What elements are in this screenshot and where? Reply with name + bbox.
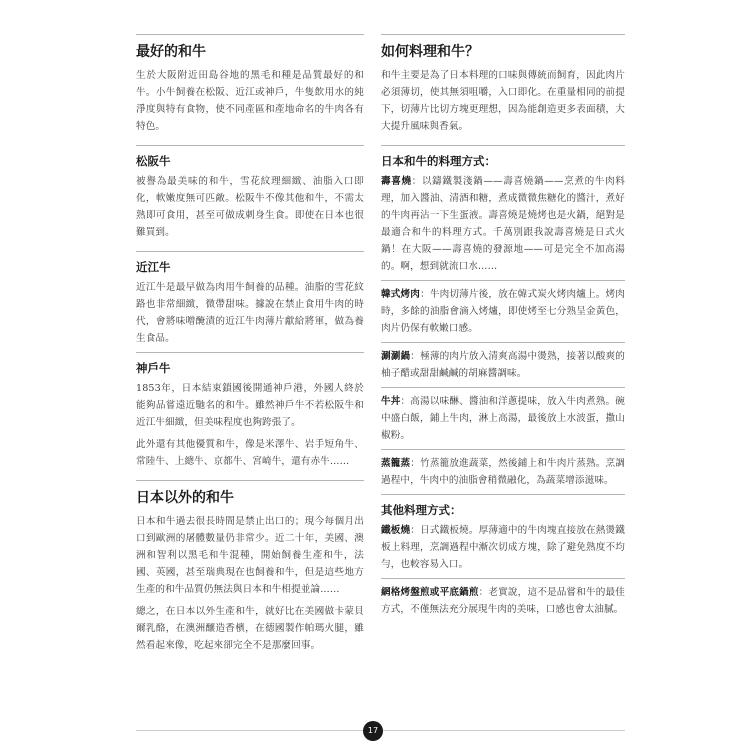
page-footer	[0, 716, 750, 746]
method-text: 極薄的肉片放入清爽高湯中燙熟，接著以酸爽的柚子醋或甜甜鹹鹹的胡麻醬調味。	[381, 351, 625, 379]
method-item: 鐵板燒：日式鐵板燒。厚薄適中的牛肉塊直接放在熱燙鐵板上料理，烹調過程中漸次切成方塊，除了避免熟度不均勻，也較容易入口。	[381, 525, 625, 570]
method-term: 涮涮鍋	[381, 351, 411, 362]
method-term: 蒸籠蒸	[381, 458, 411, 469]
method-text: 牛肉切薄片後，放在韓式炭火烤肉爐上。烤肉時，多餘的油脂會滴入烤爐，即使烤至七分熟呈金黃色，肉片仍保有軟嫩口感。	[381, 289, 626, 334]
section-body-matsusaka: 被譽為最美味的和牛，雪花紋理細緻、油脂入口即化，軟嫩度無可匹敵。松阪牛不像其他和牛，不需太熟即可食用，甚至可做成刺身生食。即使在日本也很難買到。	[136, 176, 364, 238]
section-divider	[136, 34, 364, 35]
section-body-best-wagyu: 生於大阪附近田島谷地的黑毛和種是品質最好的和牛。小牛飼養在松阪、近江或神戶，牛隻飲用水的純淨度與特有食物，使不同產區和產地命名的牛肉各有特色。	[136, 70, 364, 132]
section-divider	[136, 352, 364, 353]
method-term: 壽喜燒	[381, 176, 412, 187]
section-body-wagyu-abroad: 日本和牛過去很長時間是禁止出口的；現今每個月出口到歐洲的屠體數量仍非常少。近二十年，美國、澳洲和智利以黑毛和牛混種，開始飼養生產和牛，法國、英國，甚至瑞典現在也飼養和牛，但是這些地方生產的和牛品質仍無法與日本和牛相提並論……	[136, 516, 364, 595]
section-divider	[381, 145, 625, 146]
section-title-omi: 近江牛	[136, 260, 171, 274]
section-body-other-wagyu: 此外還有其他優質和牛，像是米澤牛、岩手短角牛、常陸牛、上總牛、京都牛、宮崎牛，還有赤牛……	[136, 439, 364, 467]
method-text: 高湯以味醂、醬油和洋蔥提味，放入牛肉煮熟。碗中盛白飯，鋪上牛肉，淋上高湯，最後放上水波蛋，撒山椒粉。	[381, 396, 625, 441]
section-divider	[381, 34, 625, 35]
method-item: 壽喜燒：以鑄鐵製淺鍋——壽喜燒鍋——烹煮的牛肉料理，加入醬油、清酒和糖，煮成微微焦糖化的醬汁，煮好的牛肉再沾一下生蛋液。壽喜燒是燒烤也是火鍋，絕對是最適合和牛的料理方式。千萬別跟我說壽喜燒是日式火鍋！在大阪——壽喜燒的發源地——可是完全不加高湯的。啊，想到就流口水……	[381, 176, 625, 272]
section-divider	[136, 480, 364, 481]
section-title-wagyu-abroad: 日本以外的和牛	[136, 490, 234, 506]
section-divider	[136, 251, 364, 252]
section-title-matsusaka: 松阪牛	[136, 154, 171, 168]
method-item: 涮涮鍋：極薄的肉片放入清爽高湯中燙熟，接著以酸爽的柚子醋或甜甜鹹鹹的胡麻醬調味。	[381, 351, 625, 379]
section-divider	[381, 494, 625, 495]
method-text: 竹蒸籠放進蔬菜，然後鋪上和牛肉片蒸熟。烹調過程中，牛肉中的油脂會稍微融化，為蔬菜增添滋味。	[381, 458, 625, 486]
method-term: 網格烤盤煎或平底鍋煎	[381, 587, 479, 598]
section-title-kobe: 神戶牛	[136, 361, 171, 375]
section-body-omi: 近江牛是最早做為肉用牛飼養的品種。油脂的雪花紋路也非常細緻，微帶甜味。據說在禁止食用牛肉的時代，會將味噌醃漬的近江牛肉薄片獻給將軍，做為養生食品。	[136, 282, 364, 344]
method-term: 鐵板燒	[381, 525, 411, 536]
method-item: 網格烤盤煎或平底鍋煎：老實說，這不是品嘗和牛的最佳方式，不僅無法充分展現牛肉的美味，口感也會太油膩。	[381, 587, 625, 615]
section-body-wagyu-abroad-conclusion: 總之，在日本以外生產和牛，就好比在美國做卡蒙貝爾乳酪，在澳洲釀造香檳，在德國製作帕瑪火腿，雖然看起來像，吃起來卻完全不是那麼回事。	[136, 606, 364, 651]
right-column	[381, 34, 625, 618]
section-title-japanese-methods: 日本和牛的料理方式：	[381, 154, 496, 168]
method-text: 日式鐵板燒。厚薄適中的牛肉塊直接放在熱燙鐵板上料理，烹調過程中漸次切成方塊，除了避免熟度不均勻，也較容易入口。	[381, 525, 625, 570]
method-item: 牛丼：高湯以味醂、醬油和洋蔥提味，放入牛肉煮熟。碗中盛白飯，鋪上牛肉，淋上高湯，最後放上水波蛋，撒山椒粉。	[381, 396, 625, 441]
left-column	[136, 34, 364, 654]
method-text: 以鑄鐵製淺鍋——壽喜燒鍋——烹煮的牛肉料理，加入醬油、清酒和糖，煮成微微焦糖化的醬汁，煮好的牛肉再沾一下生蛋液。壽喜燒是燒烤也是火鍋，絕對是最適合和牛的料理方式。千萬別跟我說壽喜燒是日式火鍋！在大阪——壽喜燒的發源地——可是完全不加高湯的。啊，想到就流口水……	[381, 176, 625, 272]
page-number-badge: 17	[363, 721, 383, 741]
section-divider	[136, 145, 364, 146]
method-item: 韓式烤肉：牛肉切薄片後，放在韓式炭火烤肉爐上。烤肉時，多餘的油脂會滴入烤爐，即使烤至七分熟呈金黃色，肉片仍保有軟嫩口感。	[381, 289, 626, 334]
section-body-how-to-cook: 和牛主要是為了日本料理的口味與傳統而飼育，因此肉片必須薄切，使其無須咀嚼，入口即化。在重量相同的前提下，切薄片比切方塊更理想，因為能創造更多表面積，大大提升風味與香氣。	[381, 70, 625, 132]
method-term: 韓式烤肉	[381, 289, 421, 300]
method-term: 牛丼	[381, 396, 401, 407]
section-title-how-to-cook: 如何料理和牛？	[381, 44, 479, 60]
section-title-other-methods: 其他料理方式：	[381, 503, 462, 517]
method-item: 蒸籠蒸：竹蒸籠放進蔬菜，然後鋪上和牛肉片蒸熟。烹調過程中，牛肉中的油脂會稍微融化，為蔬菜增添滋味。	[381, 458, 625, 486]
section-title-best-wagyu: 最好的和牛	[136, 44, 206, 60]
method-text: 老實說，這不是品嘗和牛的最佳方式，不僅無法充分展現牛肉的美味，口感也會太油膩。	[381, 587, 625, 615]
section-body-kobe: 1853年，日本結束鎖國後開通神戶港，外國人終於能夠品嘗遠近馳名的和牛。雖然神戶牛不若松阪牛和近江牛細緻，但美味程度也夠跨張了。	[136, 383, 364, 428]
